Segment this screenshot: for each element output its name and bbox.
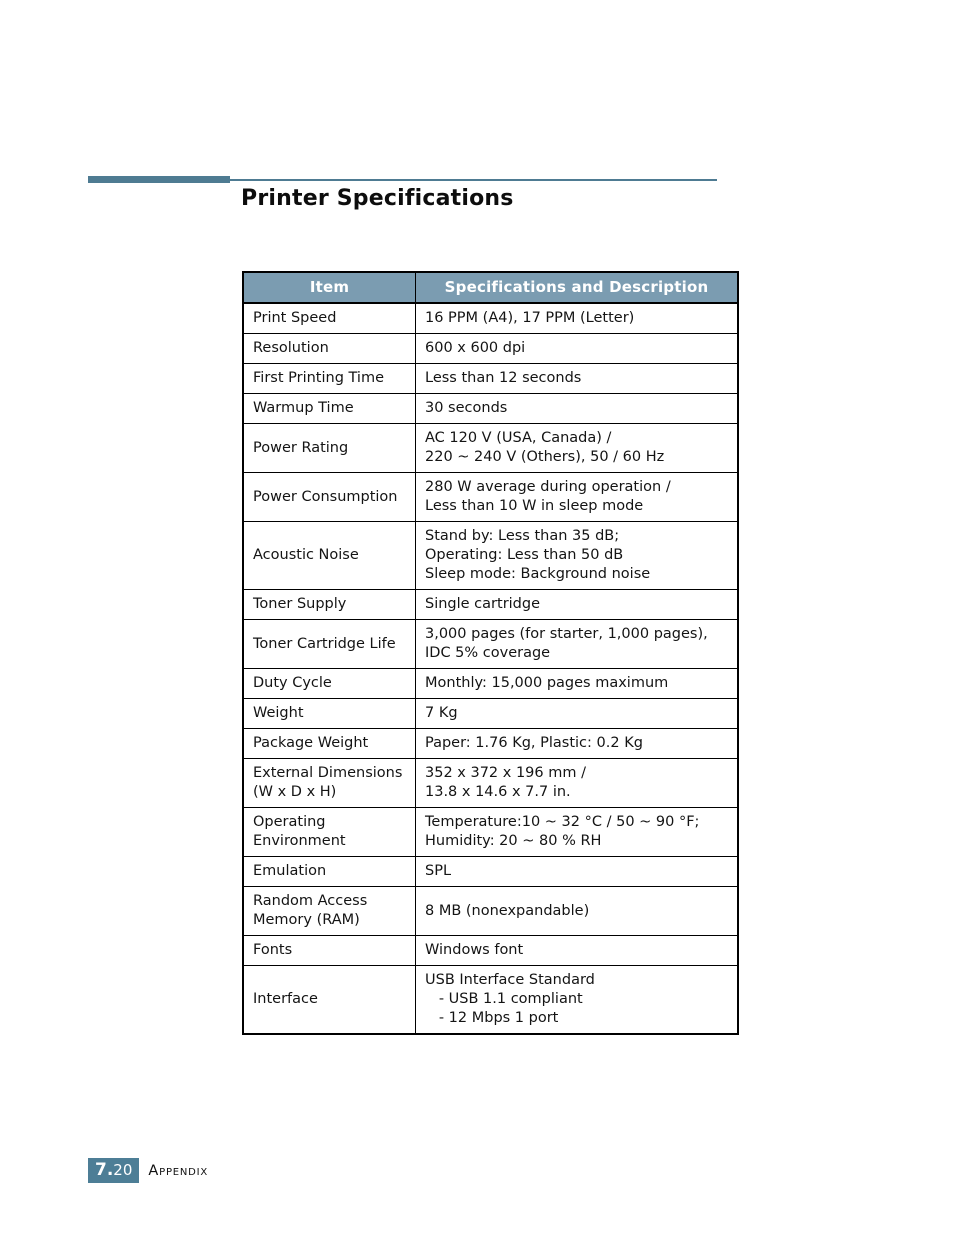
table-row	[243, 334, 738, 364]
spec-description-cell	[416, 887, 739, 936]
spec-item-line: Power Rating	[253, 439, 349, 456]
table-row	[243, 620, 738, 669]
spec-item-line: Fonts	[253, 942, 293, 958]
spec-item-cell	[243, 334, 416, 364]
spec-item-line: Environment	[253, 833, 346, 849]
table-row	[243, 303, 738, 334]
spec-item-line: Toner Cartridge Life	[253, 635, 396, 652]
spec-item-line: Operating	[253, 814, 326, 830]
spec-description-cell	[416, 857, 739, 887]
spec-description-line: Less than 12 seconds	[425, 370, 582, 386]
table-row	[243, 729, 738, 759]
spec-table-body	[243, 303, 738, 1034]
spec-description-line: Monthly: 15,000 pages maximum	[425, 675, 669, 691]
spec-description-line: Operating: Less than 50 dB	[425, 547, 624, 563]
spec-item-line: Resolution	[253, 340, 329, 356]
spec-description-cell	[416, 620, 739, 669]
spec-description-cell	[416, 303, 739, 334]
page-footer	[88, 1158, 208, 1183]
spec-description-cell	[416, 522, 739, 590]
table-header-row	[243, 272, 738, 303]
spec-description-line: 30 seconds	[425, 400, 508, 416]
spec-description-line: Temperature:10 ~ 32 °C / 50 ~ 90 °F;	[425, 814, 700, 830]
spec-description-cell	[416, 334, 739, 364]
spec-item-cell	[243, 669, 416, 699]
spec-item-cell	[243, 473, 416, 522]
header-rule-line	[230, 179, 717, 181]
spec-item-cell	[243, 620, 416, 669]
spec-description-line: 3,000 pages (for starter, 1,000 pages),	[425, 626, 708, 642]
spec-description-cell	[416, 759, 739, 808]
table-row	[243, 966, 738, 1035]
spec-item-line: Power Consumption	[253, 488, 398, 505]
spec-description-cell	[416, 966, 739, 1035]
spec-item-line: External Dimensions	[253, 765, 403, 781]
spec-description-line: AC 120 V (USA, Canada) /	[425, 430, 612, 446]
spec-description-cell	[416, 590, 739, 620]
spec-item-line: Print Speed	[253, 310, 337, 326]
spec-description-line: 280 W average during operation /	[425, 479, 671, 495]
spec-item-cell	[243, 394, 416, 424]
spec-description-cell	[416, 699, 739, 729]
table-row	[243, 669, 738, 699]
spec-description-line: 600 x 600 dpi	[425, 340, 526, 356]
spec-description-line: 16 PPM (A4), 17 PPM (Letter)	[425, 310, 635, 326]
spec-item-cell	[243, 303, 416, 334]
spec-description-line: 220 ~ 240 V (Others), 50 / 60 Hz	[425, 449, 665, 465]
spec-description-cell	[416, 394, 739, 424]
spec-item-cell	[243, 424, 416, 473]
spec-description-line: Sleep mode: Background noise	[425, 566, 651, 582]
page-title: Printer Specifications	[241, 186, 514, 211]
spec-item-cell	[243, 759, 416, 808]
spec-item-line: (W x D x H)	[253, 784, 337, 800]
spec-item-cell	[243, 590, 416, 620]
spec-description-line: - 12 Mbps 1 port	[425, 1010, 559, 1026]
spec-description-cell	[416, 808, 739, 857]
spec-item-cell	[243, 857, 416, 887]
header-rule-accent-bar	[88, 176, 230, 183]
spec-item-cell	[243, 522, 416, 590]
table-row	[243, 699, 738, 729]
table-row	[243, 857, 738, 887]
spec-description-line: 7 Kg	[425, 705, 458, 721]
spec-item-cell	[243, 699, 416, 729]
spec-item-line: Memory (RAM)	[253, 912, 360, 928]
spec-item-line: Toner Supply	[253, 596, 347, 612]
spec-description-line: Less than 10 W in sleep mode	[425, 498, 644, 514]
table-row	[243, 522, 738, 590]
spec-description-line: USB Interface Standard	[425, 972, 595, 988]
spec-description-cell	[416, 473, 739, 522]
spec-description-line: 8 MB (nonexpandable)	[425, 902, 590, 919]
spec-description-cell	[416, 729, 739, 759]
spec-item-line: Duty Cycle	[253, 675, 332, 691]
column-header-item: Item	[243, 272, 416, 303]
page-number-major: 7.	[95, 1160, 114, 1180]
spec-item-line: Warmup Time	[253, 400, 354, 416]
spec-description-cell	[416, 364, 739, 394]
spec-description-line: - USB 1.1 compliant	[425, 991, 583, 1007]
spec-item-cell	[243, 936, 416, 966]
spec-description-cell	[416, 424, 739, 473]
spec-description-line: 352 x 372 x 196 mm /	[425, 765, 586, 781]
table-row	[243, 394, 738, 424]
table-row	[243, 808, 738, 857]
spec-item-line: Acoustic Noise	[253, 547, 359, 563]
spec-description-cell	[416, 669, 739, 699]
spec-item-line: First Printing Time	[253, 370, 384, 386]
page-number-badge	[88, 1158, 139, 1183]
spec-item-line: Interface	[253, 991, 318, 1007]
spec-item-line: Emulation	[253, 863, 327, 879]
page-number-minor: 20	[113, 1161, 133, 1179]
spec-item-cell	[243, 887, 416, 936]
spec-item-line: Package Weight	[253, 735, 369, 751]
table-row	[243, 936, 738, 966]
printer-spec-table	[242, 271, 739, 1035]
table-row	[243, 759, 738, 808]
spec-description-line: Stand by: Less than 35 dB;	[425, 528, 620, 544]
spec-description-line: Windows font	[425, 942, 524, 958]
spec-item-cell	[243, 364, 416, 394]
spec-description-cell	[416, 936, 739, 966]
spec-table-head	[243, 272, 738, 303]
spec-description-line: 13.8 x 14.6 x 7.7 in.	[425, 784, 571, 800]
table-row	[243, 364, 738, 394]
column-header-description: Specifications and Description	[416, 272, 739, 303]
spec-item-cell	[243, 966, 416, 1035]
spec-item-cell	[243, 729, 416, 759]
footer-section-label: Appendix	[148, 1162, 209, 1179]
spec-description-line: Single cartridge	[425, 596, 541, 612]
spec-item-line: Random Access	[253, 893, 368, 909]
table-row	[243, 590, 738, 620]
spec-item-cell	[243, 808, 416, 857]
spec-item-line: Weight	[253, 705, 304, 721]
table-row	[243, 424, 738, 473]
table-row	[243, 473, 738, 522]
spec-description-line: Humidity: 20 ~ 80 % RH	[425, 833, 602, 849]
spec-description-line: Paper: 1.76 Kg, Plastic: 0.2 Kg	[425, 735, 643, 751]
spec-description-line: SPL	[425, 863, 452, 879]
table-row	[243, 887, 738, 936]
spec-description-line: IDC 5% coverage	[425, 645, 551, 661]
